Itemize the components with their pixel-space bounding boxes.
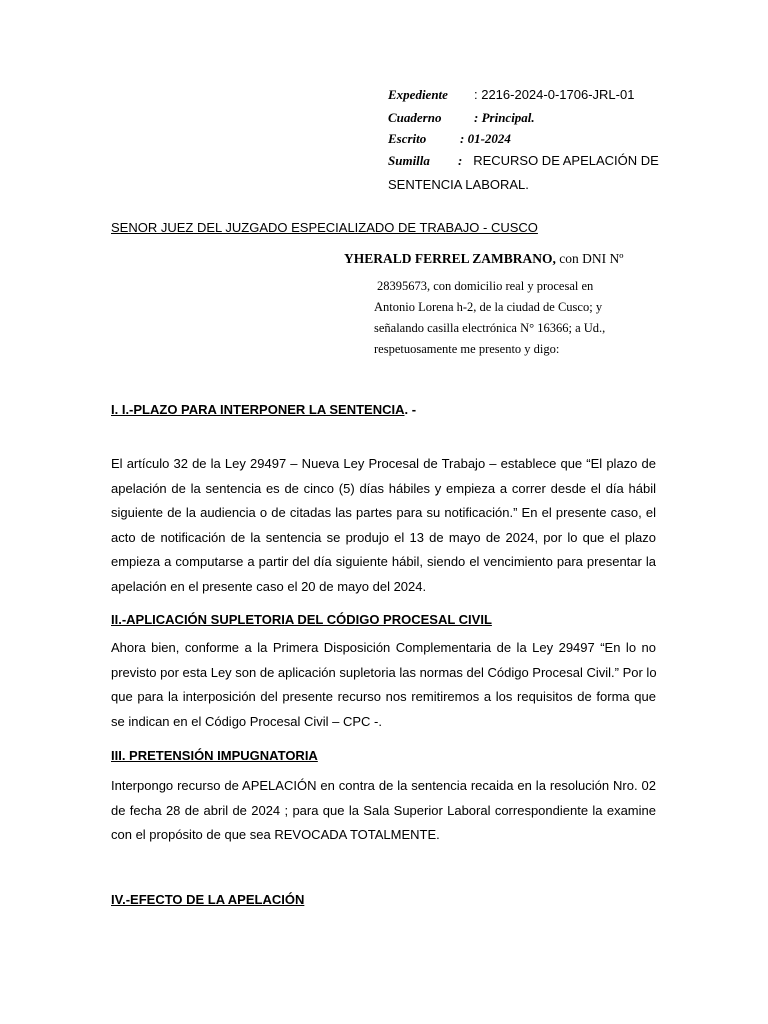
applicant-details (374, 276, 674, 360)
section-title-plazo (111, 402, 416, 417)
paragraph-line: acto de notificación de la sentencia se produjo el 13 de mayo de 2024, por lo que el plazo (111, 529, 656, 545)
paragraph-line: con el propósito de que sea REVOCADA TOTALMENTE. (111, 827, 440, 842)
applicant-dni-label: con DNI Nº (555, 251, 624, 266)
paragraph-plazo (111, 452, 656, 599)
applicant-line: Antonio Lorena h-2, de la ciudad de Cusco; y (374, 300, 603, 314)
sumilla-value-line2: SENTENCIA LABORAL. (388, 177, 529, 192)
expediente-label: Expediente (388, 87, 448, 102)
paragraph-line: Interpongo recurso de APELACIÓN en contra de la sentencia recaida en la resolución Nro. 02 (111, 778, 656, 793)
header-sumilla-line2 (388, 174, 529, 196)
cuaderno-value: : Principal. (474, 110, 535, 125)
paragraph-line: de fecha 28 de abril de 2024 ; para que la Sala Superior Laboral correspondiente la examine (111, 802, 656, 818)
paragraph-line: previsto por esta Ley son de aplicación supletoria las normas del Código Procesal Civil.” Por lo (111, 664, 657, 680)
applicant-line: respetuosamente me presento y digo: (374, 342, 560, 356)
addressee-heading: SENOR JUEZ DEL JUZGADO ESPECIALIZADO DE TRABAJO - CUSCO (111, 220, 538, 235)
paragraph-line: Ahora bien, conforme a la Primera Disposición Complementaria de la Ley 29497 “En lo no (111, 640, 656, 655)
escrito-value: : 01-2024 (460, 131, 511, 146)
sumilla-value-line1: RECURSO DE APELACIÓN DE (473, 153, 659, 168)
section-title-text: I. I.-PLAZO PARA INTERPONER LA SENTENCIA (111, 402, 405, 417)
paragraph-line: apelación de la sentencia es de cinco (5) días hábiles y empieza a correr desde el día hábil (111, 480, 656, 496)
escrito-label: Escrito (388, 131, 427, 146)
cuaderno-label: Cuaderno (388, 110, 442, 125)
header-cuaderno (388, 107, 535, 129)
paragraph-line: se indican en el Código Procesal Civil – CPC -. (111, 713, 382, 729)
applicant-name: YHERALD FERREL ZAMBRANO, (344, 251, 556, 266)
applicant-line: señalando casilla electrónica N° 16366; a Ud., (374, 321, 606, 335)
paragraph-line: El artículo 32 de la Ley 29497 – Nueva Ley Procesal de Trabajo – establece que “El plazo de (111, 456, 656, 471)
sumilla-colon: : (458, 153, 463, 168)
header-sumilla (388, 150, 659, 172)
section-title-text: II.-APLICACIÓN SUPLETORIA DEL CÓDIGO PROCESAL CIVIL (111, 612, 492, 627)
applicant-line: 28395673, con domicilio real y procesal en (377, 279, 594, 293)
section-title-efecto (111, 892, 304, 907)
expediente-value: : 2216-2024-0-1706-JRL-01 (474, 87, 635, 102)
section-title-aplicacion (111, 612, 492, 627)
paragraph-aplicacion (111, 636, 656, 734)
paragraph-line: empieza a computarse a partir del día siguiente hábil, siendo el vencimiento para presentar la (111, 554, 656, 569)
section-title-pretension (111, 748, 318, 763)
header-expediente (388, 84, 634, 106)
paragraph-line: siguiente de la audiencia o de citadas las partes para su notificación.” En el presente caso, el (111, 505, 656, 520)
section-title-suffix: . - (404, 402, 417, 417)
sumilla-label: Sumilla (388, 153, 430, 168)
paragraph-pretension (111, 774, 656, 848)
paragraph-line: que para la interposición del presente recurso nos remitiremos a los requisitos de forma que (111, 689, 656, 704)
header-escrito (388, 128, 511, 150)
paragraph-line: apelación en el presente caso el 20 de mayo del 2024. (111, 578, 427, 594)
section-title-text: IV.-EFECTO DE LA APELACIÓN (111, 892, 305, 907)
section-title-text: III. PRETENSIÓN IMPUGNATORIA (111, 748, 318, 763)
applicant-name-line (344, 251, 623, 267)
